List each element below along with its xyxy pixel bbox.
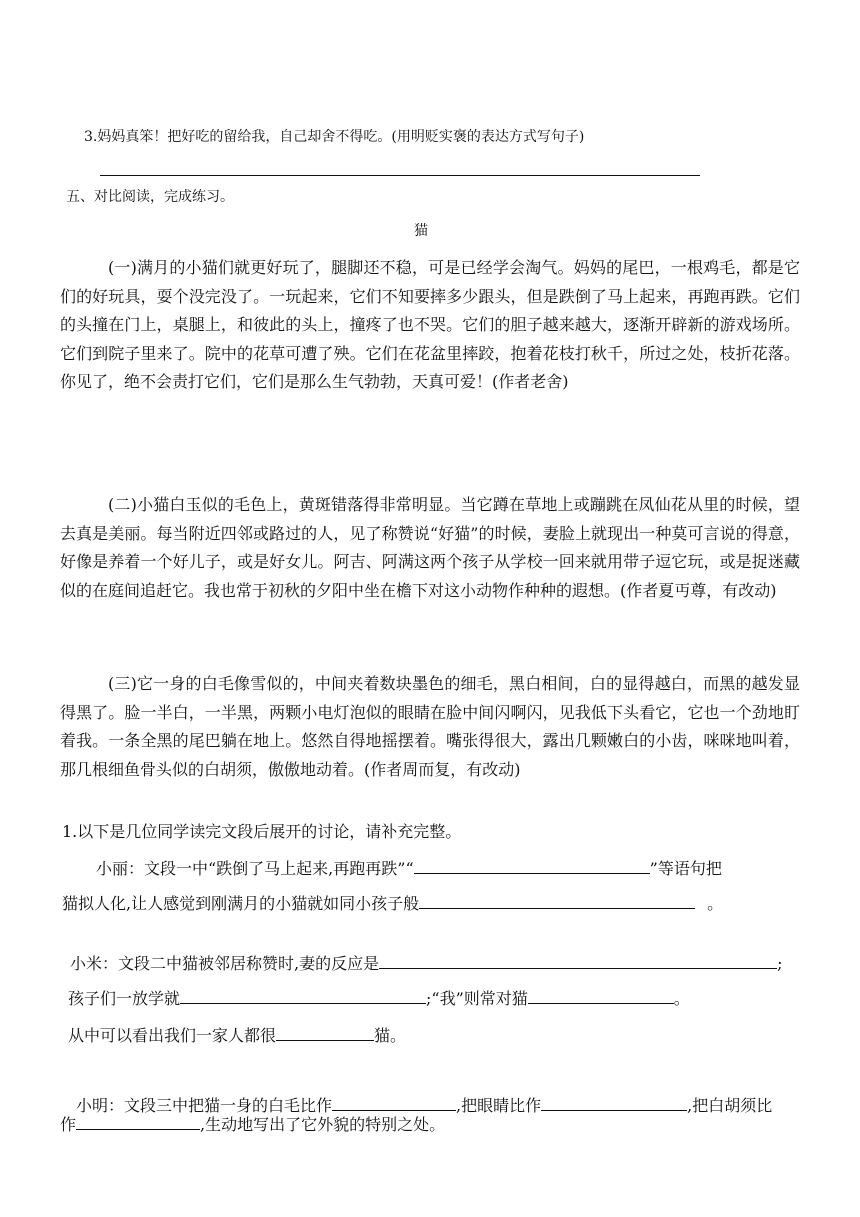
xiaoming-blank-2[interactable]	[541, 1094, 687, 1111]
xiaomi-text-a: 小米：文段二中猫被邻居称赞时,妻的反应是	[70, 954, 380, 973]
xiaomi-blank-1[interactable]	[379, 952, 777, 969]
xiaoli-text-b: ”等语句把	[649, 859, 722, 878]
xiaomi-blank-3[interactable]	[528, 987, 674, 1004]
question-3: 3.妈妈真笨！把好吃的留给我，自己却舍不得吃。(用明贬实褒的表达方式写句子)	[84, 129, 585, 145]
xiaoli-text-a: 小丽：文段一中“跌倒了马上起来,再跑再跌”“	[96, 859, 414, 878]
xiaomi-text-f: 从中可以看出我们一家人都很	[68, 1026, 277, 1045]
xiaoli-blank-2[interactable]	[419, 892, 695, 909]
xiaomi-text-b: ;	[777, 954, 783, 973]
xiaoli-blank-1[interactable]	[414, 857, 650, 874]
xiaomi-line-2	[68, 985, 690, 1013]
xiaomi-text-e: 。	[673, 989, 690, 1008]
xiaomi-line-1	[70, 950, 782, 978]
section-heading: 五、对比阅读，完成练习。	[66, 189, 234, 205]
xiaoming-blank-1[interactable]	[332, 1094, 456, 1111]
question-1-intro: 1.以下是几位同学读完文段后展开的讨论，请补充完整。	[62, 822, 462, 841]
passage-2: (二)小猫白玉似的毛色上，黄斑错落得非常明显。当它蹲在草地上或蹦跳在凤仙花从里的时候，望去真是美丽。每当附近四邻或路过的人，见了称赞说“好猫”的时候，妻脸上就现出一种莫可言说的得意，好像是养着一个好儿子，或是好女儿。阿吉、阿满这两个孩子从学校一回来就用带子逗它玩，或是捉迷藏似的在庭间追赶它。我也常于初秋的夕阳中坐在檐下对这小动物作种种的遐想。(作者夏丏尊，有改动)	[60, 495, 800, 600]
xiaoli-text-c: 猫拟人化,让人感觉到刚满月的小猫就如同小孩子般	[62, 894, 420, 913]
xiaomi-text-c: 孩子们一放学就	[68, 989, 181, 1008]
passage-3: (三)它一身的白毛像雪似的，中间夹着数块墨色的细毛，黑白相间，白的显得越白，而黑的越发显得黑了。脸一半白，一半黑，两颗小电灯泡似的眼睛在脸中间闪啊闪，见我低下头看它，它也一个劲地盯着我。一条全黑的尾巴躺在地上。悠然自得地摇摆着。嘴张得很大，露出几颗嫩白的小齿，咪咪地叫着，那几根细鱼骨头似的白胡须，傲傲地动着。(作者周而复，有改动)	[60, 674, 800, 779]
xiaoming-blank-3[interactable]	[76, 1113, 200, 1130]
article-title: 猫	[414, 223, 428, 239]
xiaoli-line-2	[62, 890, 723, 918]
xiaomi-text-g: 猫。	[374, 1026, 407, 1045]
xiaoming-text-d: 作	[60, 1115, 77, 1134]
xiaomi-line-3	[68, 1022, 406, 1050]
xiaoli-line-1	[96, 855, 722, 883]
answer-line-q3	[100, 175, 700, 176]
xiaoming-text-b: ,把眼睛比作	[456, 1096, 542, 1115]
xiaomi-blank-2[interactable]	[180, 987, 426, 1004]
xiaoming-text-a: 小明：文段三中把猫一身的白毛比作	[76, 1096, 333, 1115]
xiaoming-text-e: ,生动地写出了它外貌的特别之处。	[200, 1115, 446, 1134]
xiaoming-text-c: ,把白胡须比	[687, 1096, 773, 1115]
passage-1: (一)满月的小猫们就更好玩了，腿脚还不稳，可是已经学会淘气。妈妈的尾巴，一根鸡毛，都是它们的好玩具，耍个没完没了。一玩起来，它们不知要摔多少跟头，但是跌倒了马上起来，再跑再跌。它们的头撞在门上，桌腿上，和彼此的头上，撞疼了也不哭。它们的胆子越来越大，逐渐开辟新的游戏场所。它们到院子里来了。院中的花草可遭了殃。它们在花盆里摔跤，抱着花枝打秋千，所过之处，枝折花落。你见了，绝不会责打它们，它们是那么生气勃勃，天真可爱！(作者老舍)	[60, 258, 800, 391]
xiaomi-blank-4[interactable]	[276, 1024, 374, 1041]
xiaomi-text-d: ;“我”则常对猫	[426, 989, 528, 1008]
xiaoming-line-2	[60, 1111, 445, 1139]
xiaoli-text-d: 。	[707, 894, 724, 913]
